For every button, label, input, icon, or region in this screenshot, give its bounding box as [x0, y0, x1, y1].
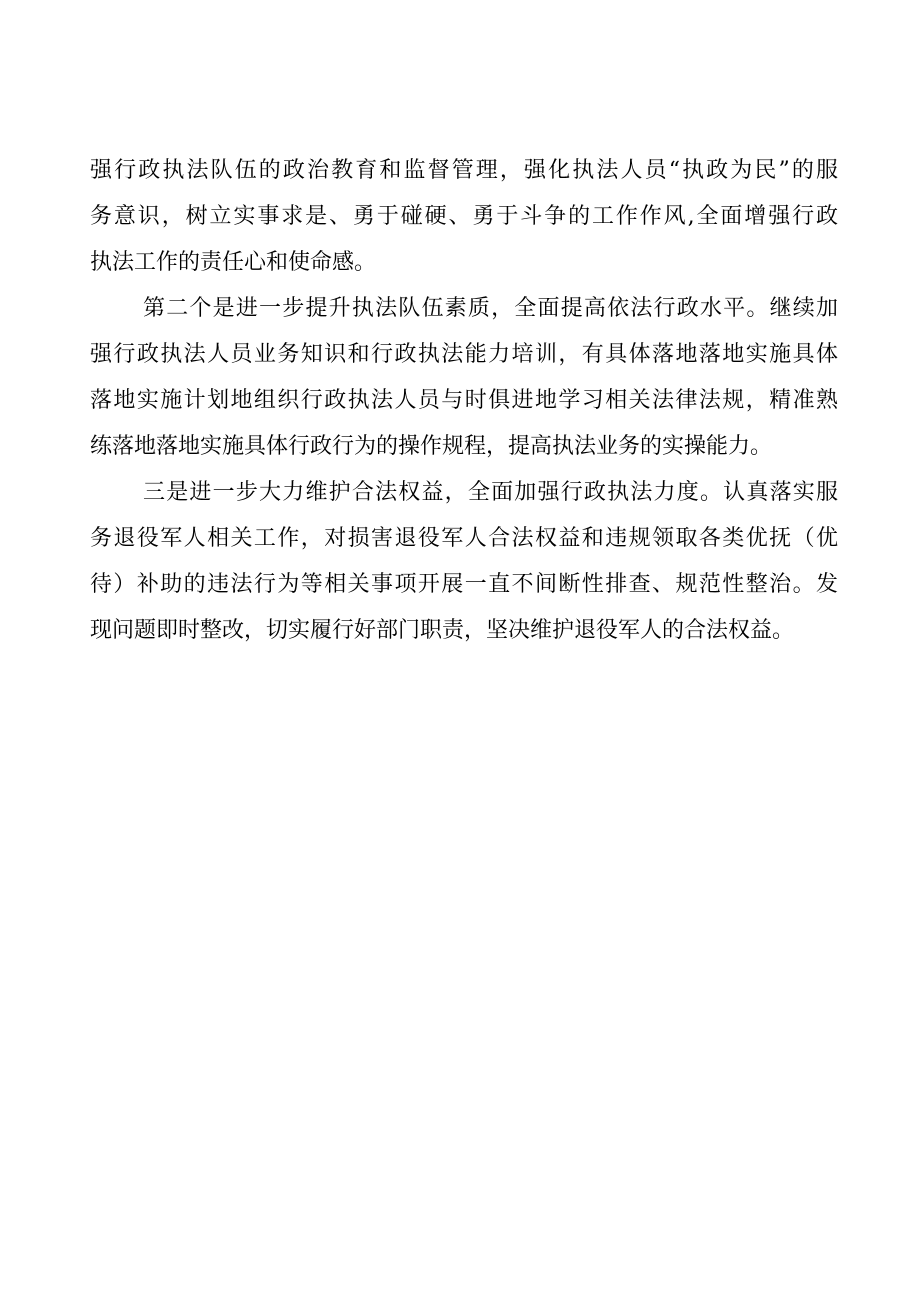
paragraph-line: 三是进一步大力维护合法权益，全面加强行政执法力度。认真落实服: [143, 480, 838, 505]
paragraph-line: 现问题即时整改，切实履行好部门职责，坚决维护退役军人的合法权益。: [90, 618, 795, 643]
paragraph-line: 落地实施计划地组织行政执法人员与时俱进地学习相关法律法规，精准熟: [90, 388, 838, 413]
paragraph-line: 务意识，树立实事求是、勇于碰硬、勇于斗争的工作作风,全面增强行政: [90, 204, 838, 229]
paragraph-line: 第二个是进一步提升执法队伍素质，全面提高依法行政水平。继续加: [143, 296, 838, 321]
paragraph-1: [90, 148, 838, 286]
paragraph-line: 务退役军人相关工作，对损害退役军人合法权益和违规领取各类优抚（优: [90, 526, 838, 551]
paragraph-3: [90, 470, 838, 654]
paragraph-line: 练落地落地实施具体行政行为的操作规程，提高执法业务的实操能力。: [90, 434, 773, 459]
paragraph-line: 执法工作的责任心和使命感。: [90, 250, 377, 275]
document-body: [90, 148, 838, 654]
paragraph-line: 强行政执法人员业务知识和行政执法能力培训，有具体落地落地实施具体: [90, 342, 838, 367]
paragraph-line: 强行政执法队伍的政治教育和监督管理，强化执法人员“执政为民”的服: [90, 158, 838, 183]
paragraph-line: 待）补助的违法行为等相关事项开展一直不间断性排查、规范性整治。发: [90, 572, 838, 597]
paragraph-2: [90, 286, 838, 470]
